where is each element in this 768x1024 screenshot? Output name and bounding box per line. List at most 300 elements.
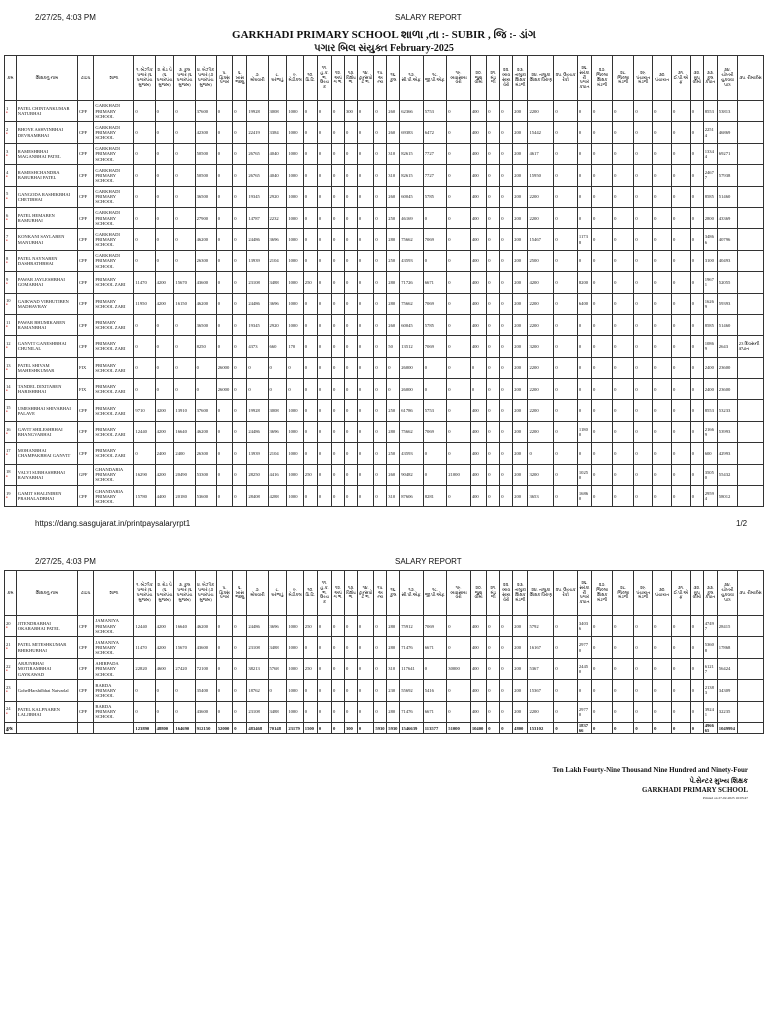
table-cell: 0 [500, 165, 513, 186]
table-cell: 2400 [703, 357, 717, 378]
table-cell: 0 [174, 314, 195, 335]
table-cell: 46169 [400, 207, 424, 228]
signatory-title: પે.સેન્ટર મુખ્ય શિક્ષક [689, 777, 748, 785]
table-cell: 82615 [400, 165, 424, 186]
table-cell: 0 [613, 101, 634, 122]
table-cell: 15367 [528, 680, 554, 701]
table-row [5, 314, 764, 335]
table-cell: 0 [317, 680, 331, 701]
table-cell: 0 [554, 357, 578, 378]
table-cell: 0 [174, 229, 195, 250]
table-cell: GARKHADI PRIMARY SCHOOL [94, 101, 134, 122]
table-cell: 1000 [287, 400, 303, 421]
table-cell: 200 [513, 122, 528, 143]
table-cell: 0 [487, 421, 500, 442]
table-cell: 200 [513, 464, 528, 485]
table-cell: 9710 [134, 400, 155, 421]
table-cell: 0 [634, 272, 653, 293]
table-cell: 1000 [287, 314, 303, 335]
table-cell [737, 314, 763, 335]
footer-url-link[interactable]: https://dang.sasgujarat.in/printpaysalaryrpt1 [35, 519, 191, 528]
table-cell: 250 [303, 616, 317, 637]
table-cell: 200 [513, 207, 528, 228]
column-header: ૧૭. સી.પી.એફ. [400, 571, 424, 616]
table-cell: 10 • [5, 293, 17, 314]
table-cell: 19345 [247, 186, 268, 207]
table-cell: 400 [470, 293, 486, 314]
table-cell: 200 [513, 314, 528, 335]
table-cell: 200 [513, 637, 528, 658]
table-cell: 0 [233, 186, 247, 207]
table-cell: 0 [487, 336, 500, 357]
table-cell: 0 [374, 379, 387, 400]
table-cell: 0 [303, 143, 317, 164]
total-cell [737, 722, 763, 733]
table-cell: 0 [591, 464, 612, 485]
table-cell: 0 [500, 122, 513, 143]
table-cell: 13939 [247, 443, 268, 464]
total-cell: 183766 [577, 722, 591, 733]
table-cell: 90482 [400, 464, 424, 485]
bullet-marker: • [6, 496, 8, 501]
table-cell: 0 [317, 443, 331, 464]
table-cell: 3696 [268, 616, 287, 637]
table-cell: 0 [374, 101, 387, 122]
table-cell: 0 [317, 701, 331, 722]
table-cell: 0 [653, 101, 672, 122]
column-header: ૩૩. કુલ કપાત [703, 56, 717, 101]
table-cell: 26300 [195, 250, 216, 271]
table-cell: GARKHADI PRIMARY SCHOOL [94, 186, 134, 207]
table-cell [737, 357, 763, 378]
table-cell: 0 [671, 357, 690, 378]
table-cell: 0 [634, 336, 653, 357]
table-cell: 0 [577, 443, 591, 464]
table-cell: 0 [554, 616, 578, 637]
table-cell: 0 [423, 250, 447, 271]
table-cell: 0 [344, 207, 357, 228]
table-cell: 0 [216, 272, 232, 293]
table-cell: PRIMARY SCHOOL ZARI [94, 293, 134, 314]
table-cell: 46200 [195, 616, 216, 637]
table-cell: 0 [374, 143, 387, 164]
bullet-marker: • [6, 217, 8, 223]
table-cell: 0 [233, 207, 247, 228]
table-cell: 0 [174, 143, 195, 164]
table-cell: 170 [287, 336, 303, 357]
table-cell: 0 [233, 122, 247, 143]
column-header: ૨. ગ્રેડ પે (૬ પગારપંચ મુજબ) [155, 56, 174, 101]
table-cell: 0 [303, 421, 317, 442]
table-cell: 0 [233, 250, 247, 271]
page2-report-title: SALARY REPORT [395, 557, 462, 566]
table-cell: 75662 [400, 293, 424, 314]
table-cell: 200 [513, 379, 528, 400]
table-cell: 260 [387, 101, 400, 122]
table-cell: 0 [500, 229, 513, 250]
school-title: GARKHADI PRIMARY SCHOOL શાળા ,તા :- SUBIR , જિ :- ડાંગ [232, 29, 536, 41]
table-cell: CPF [77, 314, 93, 335]
table-cell: 0 [216, 616, 232, 637]
table-cell: VALVI SUBHASHBHAI RAIYABHAI [16, 464, 77, 485]
column-header: ૧. બેઝીક પગાર (૬ પગારપંચ મુજબ) [134, 56, 155, 101]
table-row [5, 293, 764, 314]
table-cell: 2200 [528, 400, 554, 421]
table-cell: 0 [447, 122, 471, 143]
table-cell: 19345 [247, 314, 268, 335]
bullet-marker: • [6, 625, 8, 631]
table-cell: 0 [591, 421, 612, 442]
table-cell: 1000 [287, 207, 303, 228]
table-cell: 43600 [195, 272, 216, 293]
table-cell: 55692 [400, 680, 424, 701]
table-cell: 2200 [528, 207, 554, 228]
total-cell: 0 [317, 722, 331, 733]
table-cell: 0 [690, 680, 703, 701]
table-cell: 2200 [528, 101, 554, 122]
table-cell: 7069 [423, 336, 447, 357]
table-cell: 0 [634, 421, 653, 442]
table-cell: CPF [77, 486, 93, 507]
table-cell: 0 [554, 229, 578, 250]
table-cell: 0 [344, 701, 357, 722]
table-cell: 69383 [400, 122, 424, 143]
table-cell: 24486 [247, 616, 268, 637]
table-cell: 0 [447, 229, 471, 250]
total-cell: 153102 [528, 722, 554, 733]
table-cell: 0 [357, 314, 373, 335]
table-cell: 0 [332, 272, 345, 293]
table-cell: 28415 [717, 616, 737, 637]
table-cell: ARJUNBHAI MOTIRAMBHAI GAYKAWAD [16, 658, 77, 679]
table-cell: 0 [690, 229, 703, 250]
column-header: ૬. ખાસ ભથ્થુ [233, 571, 247, 616]
footer-page-number: 1/2 [736, 519, 748, 528]
table-cell: 3200 [528, 336, 554, 357]
table-cell: 5 • [5, 186, 17, 207]
table-cell: 24677 [703, 165, 717, 186]
table-cell: 0 [374, 293, 387, 314]
table-cell: 0 [653, 293, 672, 314]
table-cell: 280 [387, 421, 400, 442]
table-cell: 0 [387, 379, 400, 400]
table-cell: 4040 [268, 165, 287, 186]
table-cell: 260 [387, 314, 400, 335]
table-cell: 24 • [5, 701, 17, 722]
bullet-marker: • [6, 690, 8, 696]
table-cell: 0 [134, 680, 155, 701]
table-cell: 5768 [268, 658, 287, 679]
table-cell: 0 [317, 101, 331, 122]
table-cell: 260 [387, 122, 400, 143]
column-header: ૩૪. ચોખ્ખી ચુકવવા પાત્ર [717, 571, 737, 616]
table-cell: 0 [447, 421, 471, 442]
table-cell: 0 [653, 122, 672, 143]
table-cell: 0 [447, 357, 471, 378]
table-cell: 4416 [268, 464, 287, 485]
table-cell: 1000 [287, 616, 303, 637]
table-cell: 0 [374, 207, 387, 228]
column-header: ૯. મેડીકલ [287, 56, 303, 101]
table-cell: 23600 [717, 379, 737, 400]
table-cell: 0 [690, 379, 703, 400]
table-cell: 8585 [703, 314, 717, 335]
table-cell: 0 [344, 336, 357, 357]
table-cell: 7727 [423, 165, 447, 186]
table-cell: 0 [303, 101, 317, 122]
table-cell: GARKHADI PRIMARY SCHOOL [94, 250, 134, 271]
table-cell: 0 [174, 701, 195, 722]
table-cell: 59393 [717, 293, 737, 314]
table-cell: 0 [357, 616, 373, 637]
table-cell: 15780 [134, 486, 155, 507]
table-cell: CPF [77, 207, 93, 228]
table-cell: 0 [344, 143, 357, 164]
table-cell: 0 [216, 186, 232, 207]
table-cell: 82615 [400, 143, 424, 164]
table-cell: 400 [470, 486, 486, 507]
table-cell: 0 [332, 229, 345, 250]
table-cell: 6671 [423, 701, 447, 722]
total-cell: 912150 [195, 722, 216, 733]
table-cell: 0 [577, 357, 591, 378]
table-cell: 2200 [528, 314, 554, 335]
table-cell: 2200 [528, 421, 554, 442]
table-cell: 0 [613, 464, 634, 485]
table-cell: 61786 [400, 400, 424, 421]
table-cell: 13 • [5, 357, 17, 378]
table-cell: 400 [470, 464, 486, 485]
table-cell: 0 [174, 186, 195, 207]
table-cell: 0 [374, 122, 387, 143]
table-cell: 42300 [195, 122, 216, 143]
table-cell: 0 [233, 680, 247, 701]
table-cell: 0 [447, 379, 471, 400]
table-cell: 0 [671, 165, 690, 186]
table-cell: 40493 [717, 250, 737, 271]
table-cell: 400 [470, 680, 486, 701]
bullet-marker: • [6, 282, 8, 288]
table-cell: 0 [134, 165, 155, 186]
table-cell: 11 • [5, 314, 17, 335]
table-cell: 0 [591, 272, 612, 293]
table-cell: 2400 [174, 443, 195, 464]
table-cell: 0 [303, 357, 317, 378]
table-cell: 0 [216, 207, 232, 228]
table-cell: 200 [513, 229, 528, 250]
table-cell: 0 [591, 336, 612, 357]
table-cell: 0 [317, 207, 331, 228]
page1-report-title: SALARY REPORT [395, 13, 462, 22]
table-cell: 3384 [268, 122, 287, 143]
table-cell: 0 [500, 143, 513, 164]
table-row [5, 250, 764, 271]
table-cell: 0 [653, 421, 672, 442]
table-cell: 4200 [155, 293, 174, 314]
table-cell: 0 [577, 143, 591, 164]
table-cell: 0 [317, 464, 331, 485]
table-cell: 0 [500, 314, 513, 335]
column-header: શિક્ષકનુ નામ [16, 56, 77, 101]
table-row [5, 229, 764, 250]
table-cell: 26000 [400, 379, 424, 400]
bullet-marker: • [6, 196, 8, 202]
table-cell: 0 [447, 336, 471, 357]
table-cell: 0 [634, 680, 653, 701]
table-row [5, 701, 764, 722]
table-cell: 0 [591, 379, 612, 400]
bullet-marker: • [6, 260, 8, 266]
table-cell: 0 [174, 101, 195, 122]
table-cell: 0 [470, 357, 486, 378]
table-cell: 0 [332, 421, 345, 442]
table-cell: 200 [513, 616, 528, 637]
table-cell: 0 [487, 186, 500, 207]
table-cell: 0 [344, 250, 357, 271]
table-cell: 0 [487, 165, 500, 186]
table-cell [737, 400, 763, 421]
column-header: ૨૪. તાલુકા શિક્ષક ધિરાણ [528, 571, 554, 616]
table-cell: TANDEL DIXITABEN HARISHBHAI [16, 379, 77, 400]
table-cell: 1000 [287, 486, 303, 507]
table-cell: 26000 [400, 357, 424, 378]
total-cell: 496665 [703, 722, 717, 733]
table-cell: 0 [528, 443, 554, 464]
column-header: ૪. બેઝીક પગાર (૭ પગારપંચ મુજબ) [195, 56, 216, 101]
table-cell: 0 [554, 122, 578, 143]
column-header: ૩૩. કુલ કપાત [703, 571, 717, 616]
column-header: ૨૫. ઉચ્ચક રેકો [554, 56, 578, 101]
table-row [5, 379, 764, 400]
table-cell: 0 [500, 637, 513, 658]
table-cell: 0 [216, 443, 232, 464]
table-cell: 72100 [195, 658, 216, 679]
table-cell: 0 [613, 229, 634, 250]
table-cell: RAMESHCHANDRA BABUBHAI PATEL [16, 165, 77, 186]
table-cell: 0 [690, 658, 703, 679]
table-cell: 0 [374, 486, 387, 507]
table-cell: 0 [303, 443, 317, 464]
table-cell: 0 [634, 186, 653, 207]
table-cell: 0 [155, 186, 174, 207]
table-cell: 0 [554, 165, 578, 186]
table-cell: 0 [155, 336, 174, 357]
table-cell: 0 [233, 637, 247, 658]
table-cell: 0 [500, 272, 513, 293]
table-cell [737, 122, 763, 143]
table-cell [737, 229, 763, 250]
column-header: ૩૨. ગ્રૂપ વીમો [690, 571, 703, 616]
table-cell: 400 [470, 186, 486, 207]
column-header: ૨૪. તાલુકા શિક્ષક ધિરાણ [528, 56, 554, 101]
table-cell: 0 [653, 357, 672, 378]
table-cell: 0 [613, 379, 634, 400]
table-row [5, 357, 764, 378]
table-cell: 250 [303, 658, 317, 679]
table-cell: 0 [134, 122, 155, 143]
table-cell: 0 [487, 486, 500, 507]
table-cell: 0 [591, 250, 612, 271]
table-cell: BHOYE ASHVINBHAI DEVRAMBHAI [16, 122, 77, 143]
table-cell: 300 [344, 101, 357, 122]
table-cell: 11738 [577, 229, 591, 250]
table-cell: 1000 [287, 229, 303, 250]
table-cell: 16290 [134, 464, 155, 485]
table-cell: 8250 [195, 336, 216, 357]
table-cell: 3696 [268, 293, 287, 314]
table-cell: 15670 [174, 637, 195, 658]
table-cell: 30000 [447, 658, 471, 679]
table-cell: 1000 [287, 680, 303, 701]
table-cell: 0 [613, 701, 634, 722]
table-cell: 0 [357, 357, 373, 378]
table-cell: 0 [591, 616, 612, 637]
table-cell: 0 [216, 637, 232, 658]
table-cell: 0 [690, 336, 703, 357]
table-cell: 1000 [287, 101, 303, 122]
table-cell: 0 [487, 293, 500, 314]
table-cell: 600 [703, 443, 717, 464]
table-cell: 200 [513, 336, 528, 357]
table-cell: 0 [554, 421, 578, 442]
table-cell: 0 [332, 464, 345, 485]
table-cell: 0 [487, 400, 500, 421]
table-cell: 0 [613, 186, 634, 207]
table-cell: 4400 [155, 486, 174, 507]
table-cell: 1000 [287, 143, 303, 164]
table-cell: 1000 [287, 443, 303, 464]
bullet-marker: • [6, 367, 8, 373]
table-cell: 23 દિવસની કપાત [737, 336, 763, 357]
total-cell: 23179 [287, 722, 303, 733]
column-header: ક્રમ [5, 56, 17, 101]
table-cell: 2920 [268, 314, 287, 335]
table-cell: 0 [357, 165, 373, 186]
table-cell [737, 250, 763, 271]
table-cell: 20 • [5, 616, 17, 637]
table-cell: 0 [216, 336, 232, 357]
table-cell: 0 [634, 122, 653, 143]
table-cell: 0 [374, 443, 387, 464]
table-cell: 6671 [423, 272, 447, 293]
column-header: ૨૨. વ્યવસાય વેરો [500, 571, 513, 616]
total-cell [77, 722, 93, 733]
table-cell: 0 [577, 186, 591, 207]
table-cell: 0 [233, 464, 247, 485]
table-cell: 2200 [528, 293, 554, 314]
table-cell: 43593 [400, 443, 424, 464]
table-cell: 0 [613, 443, 634, 464]
total-cell: 0 [554, 722, 578, 733]
column-header: ૬. ખાસ ભથ્થુ [233, 56, 247, 101]
total-cell: 0 [690, 722, 703, 733]
table-cell: 29770 [577, 701, 591, 722]
table-cell: 0 [174, 165, 195, 186]
table-cell: 28408 [247, 486, 268, 507]
table-cell: PAWAR JAYLESHBHAI GOMABHAI [16, 272, 77, 293]
table-cell: 2920 [268, 186, 287, 207]
table-cell: 51460 [717, 314, 737, 335]
table-cell: 0 [303, 122, 317, 143]
table-cell: 0 [671, 250, 690, 271]
total-cell: 0 [653, 722, 672, 733]
table-cell: 280 [387, 229, 400, 250]
table-cell: 0 [332, 680, 345, 701]
table-cell: 200 [513, 701, 528, 722]
table-cell: 0 [332, 336, 345, 357]
table-cell: 0 [317, 250, 331, 271]
table-cell: 6400 [577, 293, 591, 314]
